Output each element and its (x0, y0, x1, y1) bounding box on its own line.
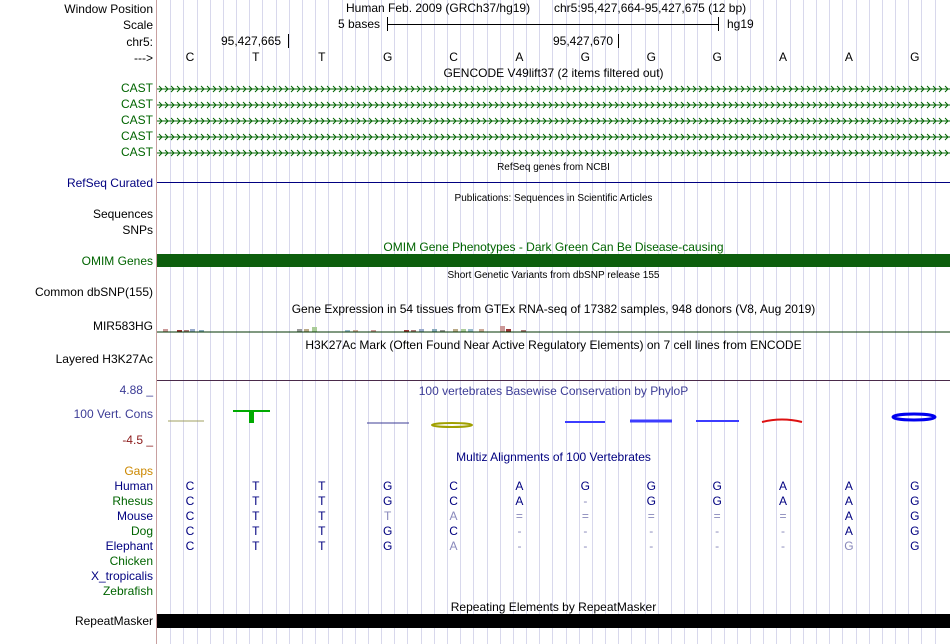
phylop-mark (893, 414, 935, 420)
alignment-base: - (715, 539, 720, 553)
alignment-base: G (382, 479, 393, 493)
alignment-base: T (318, 509, 326, 523)
gtex-expression-bars[interactable] (157, 318, 950, 334)
alignment-base: - (649, 539, 654, 553)
alignment-base: A (779, 494, 788, 508)
alignment-base: T (252, 479, 260, 493)
alignment-base: - (517, 539, 522, 553)
gencode-transcript[interactable] (157, 115, 950, 127)
alignment-base: C (449, 524, 458, 538)
alignment-base: G (712, 479, 722, 493)
alignment-base: G (382, 539, 393, 553)
alignment-base: = (581, 509, 589, 523)
coord-left-tick (288, 34, 289, 48)
alignment-base: G (910, 509, 920, 523)
base-letter: A (844, 50, 853, 64)
alignment-base: A (844, 479, 853, 493)
alignment-base: T (318, 494, 326, 508)
phylop-track-title[interactable]: 100 vertebrates Basewise Conservation by PhyloP (418, 384, 689, 398)
base-letter: T (318, 50, 326, 64)
phylop-conservation-glyphs[interactable] (157, 405, 950, 435)
phylop-label[interactable]: 100 Vert. Cons (73, 407, 153, 421)
species-label[interactable]: Human (114, 479, 153, 493)
alignment-base: G (910, 494, 920, 508)
scale-bar-right-tick (718, 17, 719, 31)
alignment-base: - (715, 524, 720, 538)
alignment-base: = (647, 509, 655, 523)
publications-track-title[interactable]: Publications: Sequences in Scientific Articles (454, 193, 653, 204)
scale-label: Scale (122, 18, 153, 32)
base-letter: A (779, 50, 788, 64)
alignment-base: T (252, 494, 260, 508)
alignment-base: G (382, 524, 393, 538)
omim-gene-bar[interactable] (157, 254, 950, 267)
gencode-item-label[interactable]: CAST (120, 97, 153, 111)
repeatmasker-label[interactable]: RepeatMasker (74, 614, 153, 628)
species-label[interactable]: X_tropicalis (90, 569, 153, 583)
repeatmasker-track-title[interactable]: Repeating Elements by RepeatMasker (450, 600, 657, 614)
omim-track-title[interactable]: OMIM Gene Phenotypes - Dark Green Can Be Disease-causing (383, 240, 724, 254)
alignment-base: A (844, 509, 853, 523)
gencode-item-label[interactable]: CAST (120, 129, 153, 143)
alignment-base: = (515, 509, 523, 523)
species-label[interactable]: Chicken (109, 554, 153, 568)
alignment-base: - (583, 539, 588, 553)
alignment-base: C (185, 509, 195, 523)
alignment-base: T (318, 524, 326, 538)
alignment-base: A (844, 494, 853, 508)
dbsnp-label[interactable]: Common dbSNP(155) (34, 285, 153, 299)
species-label[interactable]: Elephant (105, 539, 153, 553)
base-letter: G (910, 50, 920, 64)
species-label[interactable]: Zebrafish (102, 584, 153, 598)
alignment-base: - (583, 524, 588, 538)
coord-right: 95,427,670 (553, 34, 614, 48)
gencode-item-label[interactable]: CAST (120, 113, 153, 127)
assembly-text[interactable]: Human Feb. 2009 (GRCh37/hg19) (346, 1, 531, 15)
h3k27ac-track-title[interactable]: H3K27Ac Mark (Often Found Near Active Regulatory Elements) on 7 cell lines from ENCODE (305, 338, 802, 352)
alignment-base: C (185, 539, 195, 553)
alignment-base: G (910, 524, 920, 538)
base-letter: T (252, 50, 260, 64)
refseq-track-title[interactable]: RefSeq genes from NCBI (497, 162, 610, 173)
refseq-label[interactable]: RefSeq Curated (66, 176, 153, 190)
dbsnp-track-title[interactable]: Short Genetic Variants from dbSNP release 155 (447, 270, 660, 281)
gencode-track-title[interactable]: GENCODE V49lift37 (2 items filtered out) (443, 66, 664, 80)
base-letter: C (185, 50, 195, 64)
alignment-base: T (383, 509, 392, 523)
alignment-base: T (252, 539, 260, 553)
alignment-base: G (382, 494, 393, 508)
alignment-base: = (713, 509, 721, 523)
alignment-base: G (910, 479, 920, 493)
alignment-base: - (781, 539, 786, 553)
alignment-base: G (580, 479, 591, 493)
alignment-base: C (185, 494, 195, 508)
alignment-base: C (449, 494, 458, 508)
alignment-base: G (844, 539, 854, 553)
alignment-base: A (779, 479, 788, 493)
alignment-base: G (712, 494, 722, 508)
alignment-base: A (515, 494, 524, 508)
phylop-mark (762, 420, 802, 423)
gencode-transcript[interactable] (157, 147, 950, 159)
alignment-base: - (649, 524, 654, 538)
scale-db: hg19 (727, 17, 754, 31)
alignment-base: G (910, 539, 920, 553)
gencode-item-label[interactable]: CAST (120, 145, 153, 159)
base-letter: G (712, 50, 722, 64)
phylop-max-label: 4.88 _ (119, 383, 153, 397)
gtex-label[interactable]: MIR583HG (92, 319, 153, 333)
alignment-base: = (779, 509, 787, 523)
snps-label[interactable]: SNPs (122, 223, 153, 237)
species-label[interactable]: Dog (130, 524, 153, 538)
alignment-base: G (646, 494, 656, 508)
scale-bar (387, 24, 719, 25)
phylop-mark (432, 423, 472, 427)
alignment-base: - (781, 524, 786, 538)
base-letter: A (515, 50, 524, 64)
phylop-mark (249, 411, 254, 423)
alignment-base: T (252, 524, 260, 538)
gtex-tissue-bar (500, 326, 505, 332)
position-text[interactable]: chr5:95,427,664-95,427,675 (12 bp) (554, 1, 747, 15)
omim-label[interactable]: OMIM Genes (81, 254, 153, 268)
alignment-base: C (185, 524, 195, 538)
gencode-transcript[interactable] (157, 99, 950, 111)
repeatmasker-bar[interactable] (157, 614, 950, 628)
scale-text: 5 bases (338, 17, 381, 31)
gaps-label[interactable]: Gaps (124, 464, 153, 478)
gencode-transcript[interactable] (157, 131, 950, 143)
gtex-track-title[interactable]: Gene Expression in 54 tissues from GTEx RNA-seq of 17382 samples, 948 donors (V8, Aug 2019) (291, 302, 816, 316)
window-position-label: Window Position (64, 2, 153, 16)
base-letter: C (449, 50, 458, 64)
h3k27ac-baseline (157, 380, 950, 381)
gencode-transcript[interactable] (157, 83, 950, 95)
alignment-base: T (252, 509, 260, 523)
base-letter: G (382, 50, 393, 64)
coord-left: 95,427,665 (221, 34, 282, 48)
strand-label: ---> (134, 51, 153, 65)
gtex-tissue-bar (312, 327, 317, 332)
multiz-track-title[interactable]: Multiz Alignments of 100 Vertebrates (456, 450, 651, 464)
gencode-item-label[interactable]: CAST (120, 81, 153, 95)
coord-right-tick (618, 34, 619, 48)
species-label[interactable]: Rhesus (112, 494, 153, 508)
chr-label: chr5: (126, 35, 153, 49)
h3k27ac-label[interactable]: Layered H3K27Ac (55, 352, 153, 366)
sequences-label[interactable]: Sequences (92, 207, 153, 221)
alignment-base: - (517, 524, 522, 538)
alignment-base: A (449, 539, 458, 553)
alignment-base: A (844, 524, 853, 538)
alignment-base: T (318, 479, 326, 493)
alignment-base: G (646, 479, 656, 493)
alignment-base: - (583, 494, 588, 508)
alignment-base: A (449, 509, 458, 523)
base-letter: G (646, 50, 656, 64)
refseq-gene-line[interactable] (157, 182, 950, 183)
phylop-min-label: -4.5 _ (122, 433, 153, 447)
alignment-base: C (449, 479, 458, 493)
base-letter: G (580, 50, 591, 64)
alignment-base: A (515, 479, 524, 493)
species-label[interactable]: Mouse (116, 509, 153, 523)
alignment-base: C (185, 479, 195, 493)
alignment-base: T (318, 539, 326, 553)
